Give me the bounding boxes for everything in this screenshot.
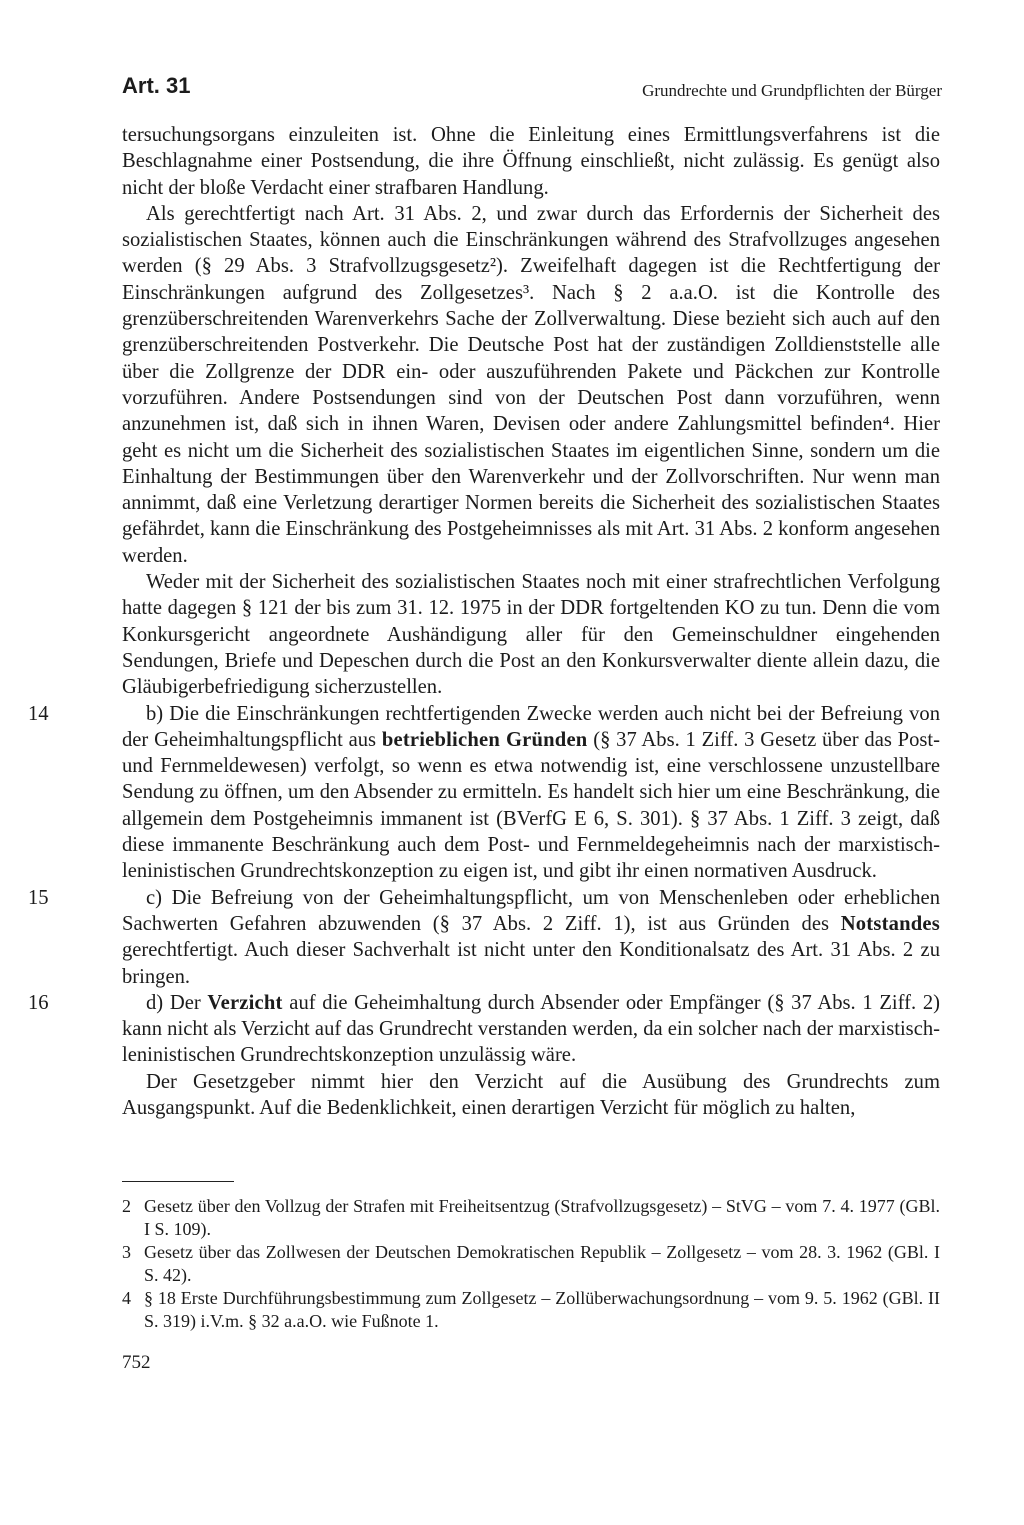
paragraph-16 (28, 990, 940, 1069)
footnote-separator (122, 1181, 234, 1182)
footnote (122, 1241, 940, 1286)
main-text (28, 122, 941, 1121)
text-run: c) Die Befreiung von der Geheimhaltungspflicht, um von Menschenleben oder erheblichen Sachwerten Gefahren abzuwenden (§ 37 Abs. 2 Ziff. 1), ist aus Gründen des (122, 886, 940, 935)
running-header-title: Grundrechte und Grundpflichten der Bürger (642, 81, 942, 100)
paragraph-3 (122, 569, 940, 700)
paragraph-7 (122, 1069, 940, 1122)
paragraph-14 (28, 701, 941, 885)
paragraph-15 (28, 885, 940, 990)
text-run: gerechtfertigt. Auch dieser Sachverhalt ist nicht unter den Konditionalsatz des Art. 31 Abs. 2 zu bringen. (122, 939, 940, 988)
footnote-number: 4 (122, 1288, 131, 1308)
footnote-number: 3 (122, 1242, 131, 1262)
text-run: b) Die die Einschränkungen rechtfertigenden Zwecke werden auch nicht bei der Befreiung von der Geheimhaltungspflicht aus (122, 702, 940, 751)
footnote-text: Gesetz über das Zollwesen der Deutschen Demokratischen Republik – Zollgesetz – vom 28. 3. 1962 (GBl. I S. 42). (144, 1242, 940, 1285)
paragraph-text (122, 701, 940, 885)
paragraph-text: Weder mit der Sicherheit des sozialistischen Staates noch mit einer strafrechtlichen Verfolgung hatte dagegen § 121 der bis zum 31. 12. 1975 in der DDR fortgeltenden KO zu tun. Denn die vom Konkursgericht angeordnete Aushändigung aller für den Gemeinschuldner eingehenden Sendungen, Briefe und Depeschen durch die Post an den Konkursverwalter diente allein dazu, die Gläubigerbefriedigung sicherzustellen. (122, 571, 940, 699)
paragraph-text: tersuchungsorgans einzuleiten ist. Ohne die Einleitung eines Ermittlungsverfahrens ist die Beschlagnahme einer Postsendung, die ihre Öffnung einschließt, nicht zulässig. Es genügt also nicht der bloße Verdacht einer strafbaren Handlung. (122, 124, 940, 199)
margin-number: 14 (28, 702, 49, 725)
footnotes (122, 1195, 940, 1333)
text-run: d) Der (146, 991, 208, 1014)
paragraph-text: Der Gesetzgeber nimmt hier den Verzicht auf die Ausübung des Grundrechts zum Ausgangspunkt. Auf die Bedenklichkeit, einen derartigen Verzicht für möglich zu halten, (122, 1070, 940, 1119)
paragraph-2 (122, 201, 940, 569)
footnote-number: 2 (122, 1196, 131, 1216)
page-number: 752 (122, 1352, 151, 1373)
keyword: Verzicht (207, 991, 283, 1014)
footnote-text: § 18 Erste Durchführungsbestimmung zum Zollgesetz – Zollüberwachungsordnung – vom 9. 5. 1962 (GBl. II S. 319) i.V.m. § 32 a.a.O. wie Fußnote 1. (144, 1288, 940, 1331)
text-run: (§ 37 Abs. 1 Ziff. 3 Gesetz über das Post- und Fernmeldewesen) verfolgt, so wenn es etwa notwendig ist, eine verschlossene unzustellbare Sendung zu öffnen, um den Absender zu ermitteln. Es handelt sich hier um eine Beschränkung, die allgemein dem Postgeheimnis immanent ist (BVerfG E 6, S. 301). § 37 Abs. 1 Ziff. 3 zeigt, daß diese immanente Beschränkung auch dem Post- und Fernmeldegeheimnis nach der marxistisch-leninistischen Grundrechtskonzeption zu eigen ist, und gibt ihr einen normativen Ausdruck. (122, 728, 941, 883)
margin-number: 16 (28, 991, 49, 1014)
text-run: auf die Geheimhaltung durch Absender oder Empfänger (§ 37 Abs. 1 Ziff. 2) kann nicht als Verzicht auf das Grundrecht verstanden werden, da ein solcher nach der marxistisch-leninistischen Grundrechtskonzeption unzulässig wäre. (122, 991, 940, 1067)
paragraph-text (122, 990, 940, 1069)
footnote (122, 1195, 940, 1240)
footnote (122, 1287, 940, 1332)
paragraph-text: Als gerechtfertigt nach Art. 31 Abs. 2, und zwar durch das Erfordernis der Sicherheit des sozialistischen Staates, können auch die Einschränkungen während des Strafvollzuges angesehen werden (§ 29 Abs. 3 Strafvollzugsgesetz²). Zweifelhaft dagegen ist die Rechtfertigung der Einschränkungen aufgrund des Zollgesetzes³. Nach § 2 a.a.O. ist die Kontrolle des grenzüberschreitenden Warenverkehrs Sache der Zollverwaltung. Diese bezieht sich auch auf den grenzüberschreitenden Postverkehr. Die Deutsche Post hat der zuständigen Zolldienststelle alle über die Zollgrenze der DDR ein- oder auszuführenden Pakete und Päckchen zur Kontrolle vorzuführen. Andere Postsendungen sind von der Deutschen Post dann vorzuführen, wenn anzunehmen ist, daß sich in ihnen Waren, Devisen oder andere Zahlungsmittel befinden⁴. Hier geht es nicht um die Sicherheit des sozialistischen Staates im eigentlichen Sinne, sondern um die Einhaltung der Bestimmungen über den Warenverkehr und der Zollvorschriften. Nur wenn man annimmt, daß eine Verletzung derartiger Normen bereits die Sicherheit des sozialistischen Staates gefährdet, kann die Einschränkung des Postgeheimnisses als mit Art. 31 Abs. 2 konform angesehen werden. (122, 202, 940, 567)
margin-number: 15 (28, 886, 49, 909)
paragraph-text (122, 885, 940, 990)
footnote-text: Gesetz über den Vollzug der Strafen mit Freiheitsentzug (Strafvollzugsgesetz) – StVG – vom 7. 4. 1977 (GBl. I S. 109). (144, 1196, 940, 1239)
article-heading: Art. 31 (122, 73, 191, 98)
keyword: Notstandes (840, 912, 940, 935)
paragraph-1 (122, 122, 940, 201)
keyword: betrieblichen Gründen (381, 728, 588, 751)
